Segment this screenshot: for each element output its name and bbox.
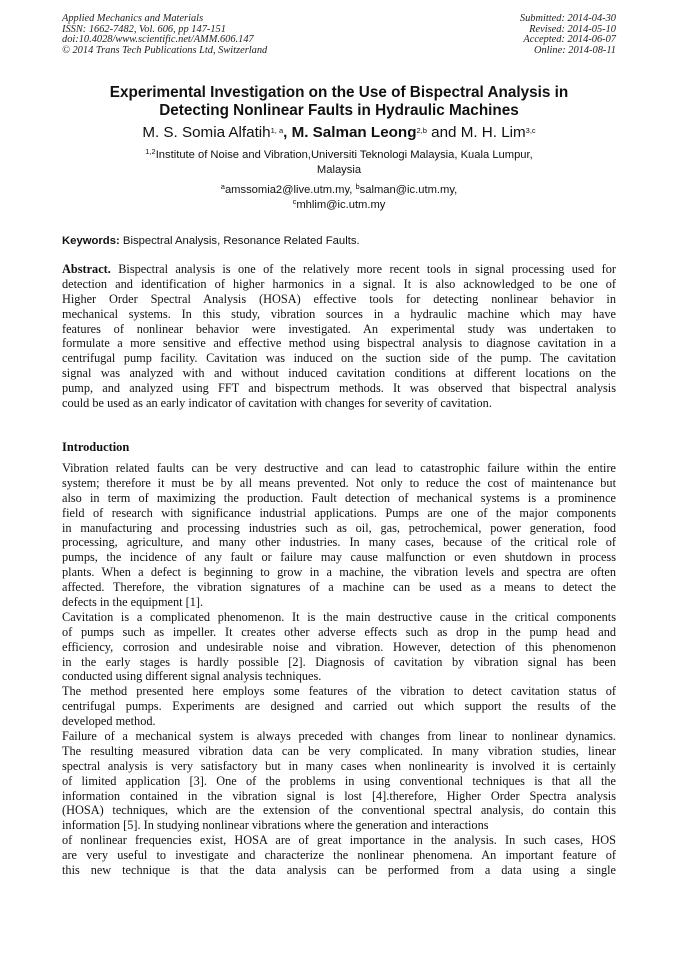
introduction-line: information contained in the vibration signal is lost [4].therefore, Higher Order Spectra analysis <box>62 788 616 803</box>
abstract-line: centrifugal pump facility. Cavitation was induced on the suction side of the pump. The cavitation <box>62 351 616 366</box>
introduction-line: developed method. <box>62 714 156 729</box>
affiliation-mark: 1,2 <box>145 147 156 156</box>
author-affiliation-mark: 3,c <box>525 126 536 135</box>
abstract-line: Higher Order Spectral Analysis (HOSA) effective tools for detecting nonlinear behavior in <box>62 291 616 306</box>
affiliation <box>62 148 616 178</box>
abstract-line: pump, and analyzed using FFT and bispectrum methods. It was observed that bispectral analysis <box>62 381 616 396</box>
introduction-line: The resulting measured vibration data can be very complicated. In many vibration studies, linear <box>62 743 616 758</box>
introduction-line: affected. Therefore, the vibration signatures of a machine can be used as a means to detect the <box>62 580 616 595</box>
copyright: © 2014 Trans Tech Publications Ltd, Switzerland <box>62 44 268 56</box>
introduction-line: in manufacturing and processing industries such as oil, gas, petrochemical, power generation, food <box>62 520 616 535</box>
introduction-line: in the early stages is hardly possible [2]. Diagnosis of cavitation by vibration signal has been <box>62 654 616 669</box>
introduction-line: processing, agriculture, and many other industries. In many cases, because of the critical role of <box>62 535 616 550</box>
author-name: M. S. Somia Alfatih <box>142 124 271 141</box>
revised-date: Revised: 2014-05-10 <box>529 23 616 35</box>
keywords <box>62 234 616 248</box>
abstract-line: signal was analyzed with and without induced cavitation conditions at different locations on the <box>62 366 616 381</box>
title-line: Detecting Nonlinear Faults in Hydraulic Machines <box>159 102 519 119</box>
email-address: amssomia2@live.utm.my, <box>224 184 356 196</box>
introduction-line: information [5]. In studying nonlinear vibrations where the generation and interactions <box>62 818 489 833</box>
abstract-line: detection and identification of higher harmonics in a signal. It is also acknowledged to be one of <box>62 276 616 291</box>
paper-title <box>62 84 616 120</box>
introduction-body <box>62 461 616 878</box>
abstract <box>62 262 616 411</box>
introduction-line: centrifugal pumps. Experiments are designed and carried out which support the results of the <box>62 699 616 714</box>
affiliation-line: Institute of Noise and Vibration,Universiti Teknologi Malaysia, Kuala Lumpur, <box>155 149 533 161</box>
introduction-line: spectral analysis is very satisfactory but in many cases when nonlinearity is involved it is certainly <box>62 758 616 773</box>
abstract-line: mechanical systems. In this study, vibration sources in a hydraulic machine which may have <box>62 306 616 321</box>
affiliation-line: Malaysia <box>316 164 362 176</box>
accepted-date: Accepted: 2014-06-07 <box>523 34 616 46</box>
introduction-line: of nonlinear frequencies exist, HOSA are of great importance in the analysis. In such cases, HOS <box>62 833 616 848</box>
email-mark: b <box>355 182 360 191</box>
title-line: Experimental Investigation on the Use of Bispectral Analysis in <box>109 84 569 101</box>
online-date: Online: 2014-08-11 <box>533 44 616 56</box>
introduction-line: Vibration related faults can be very destructive and can lead to catastrophic failure within the entire <box>62 461 616 475</box>
keywords-label: Keywords: <box>62 235 120 247</box>
abstract-line: could be used as an early indicator of cavitation with changes for severity of cavitation. <box>62 396 492 411</box>
introduction-line: (HOSA) techniques, which are the extension of the conventional spectral analysis, do contain this <box>62 803 616 818</box>
introduction-line: of pumps such as impeller. It creates other adverse effects such as drop in the pump head and <box>62 624 616 639</box>
submitted-date: Submitted: 2014-04-30 <box>519 13 616 24</box>
issn-volume-pages: ISSN: 1662-7482, Vol. 606, pp 147-151 <box>62 23 226 35</box>
introduction-line: pumps, the incidence of any fault or failure may cause malfunction or even shutdown in process <box>62 550 616 565</box>
introduction-line: Failure of a mechanical system is always preceded with changes from linear to nonlinear dynamics. <box>62 729 616 744</box>
journal-name: Applied Mechanics and Materials <box>62 13 204 24</box>
email-mark: c <box>292 197 297 206</box>
abstract-line: Bispectral analysis is one of the relatively more recent tools in signal processing used for <box>110 262 616 276</box>
section-heading-introduction: Introduction <box>62 440 130 454</box>
introduction-line: are very useful to investigate and characterize the nonlinear phenomena. An important feature of <box>62 848 616 863</box>
abstract-line: features of nonlinear behavior were investigated. An experimental study was undertaken to <box>62 321 616 336</box>
introduction-line: system; therefore it must be by all means prevented. Not only to reduce the cost of maintenance but <box>62 475 616 490</box>
introduction-line: field of research with significance industrial applications. Pumps are one of the major components <box>62 505 616 520</box>
submission-dates <box>520 14 616 56</box>
introduction-line: Cavitation is a complicated phenomenon. It is the main destructive cause in the critical components <box>62 609 616 624</box>
doi: doi:10.4028/www.scientific.net/AMM.606.147 <box>62 34 254 46</box>
introduction-line: defects in the equipment [1]. <box>62 595 204 610</box>
introduction-line: efficiency, corrosion and undesirable noise and vibration. However, detection of this phenomenon <box>62 639 616 654</box>
introduction-line: plants. When a defect is beginning to grow in a machine, the vibration levels and spectra are often <box>62 565 616 580</box>
author-emails <box>62 183 616 213</box>
author-affiliation-mark: 1, a <box>270 126 284 135</box>
author-list <box>62 124 616 142</box>
introduction-line: also in term of maximizing the production. Fault detection of mechanical systems is a prominence <box>62 490 616 505</box>
journal-info <box>62 14 267 56</box>
author-name: and M. H. Lim <box>426 124 526 141</box>
author-name: , M. Salman Leong <box>283 124 417 141</box>
email-mark: a <box>220 182 225 191</box>
abstract-line: formulate a more sensitive and effective method using bispectral analysis to diagnose cavitation in a <box>62 336 616 351</box>
introduction-line: this new technique is that the data analysis can be performed from a data using a single <box>62 863 616 878</box>
author-affiliation-mark: 2,b <box>416 126 427 135</box>
email-address: mhlim@ic.utm.my <box>296 199 386 211</box>
introduction-line: of limited application [3]. One of the problems in using conventional techniques is that all the <box>62 773 616 788</box>
abstract-label: Abstract. <box>62 262 111 276</box>
introduction-line: conducted using different signal analysis techniques. <box>62 669 322 684</box>
keywords-text: Bispectral Analysis, Resonance Related Faults. <box>119 235 360 247</box>
email-address: salman@ic.utm.my, <box>359 184 458 196</box>
introduction-line: The method presented here employs some features of the vibration to detect cavitation status of <box>62 684 616 699</box>
